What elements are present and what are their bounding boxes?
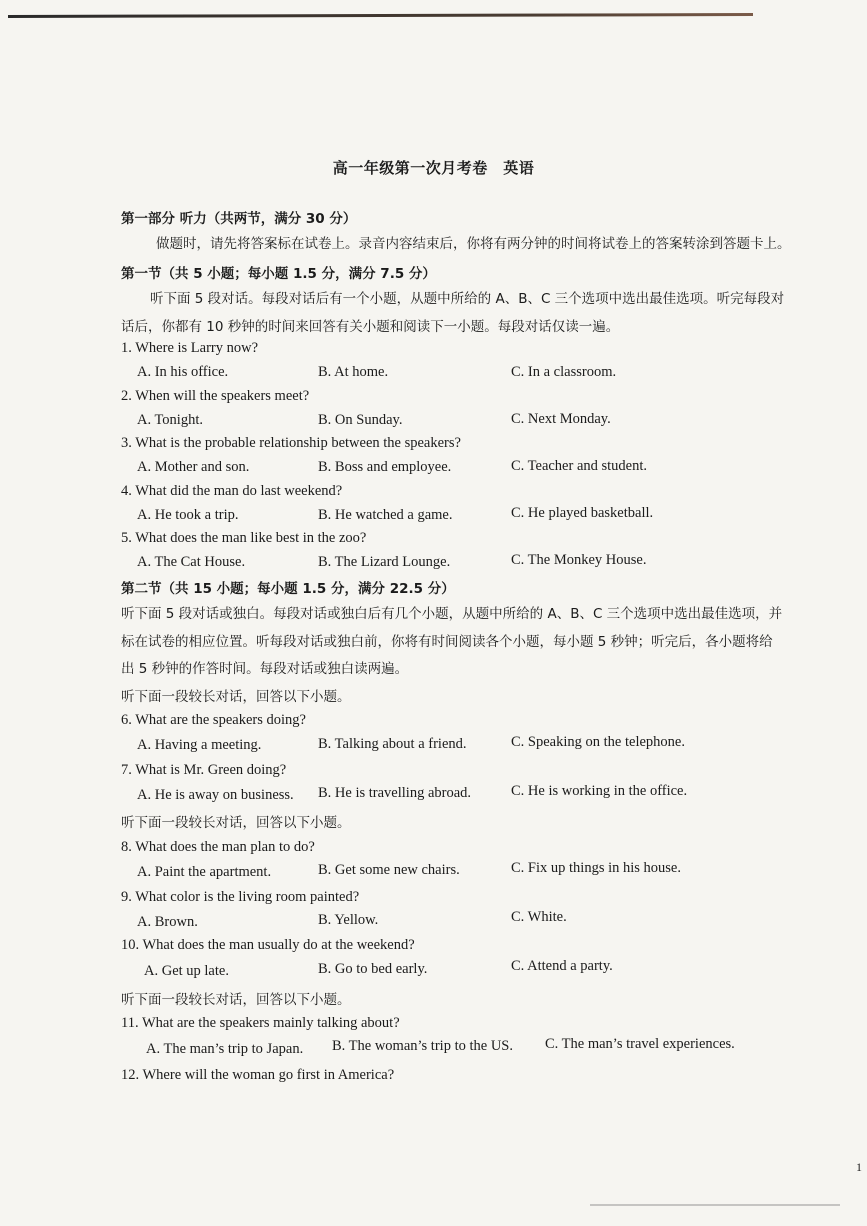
option-b: B. He is travelling abroad. bbox=[318, 785, 472, 801]
part1-heading: 第一部分 听力（共两节，满分 30 分） bbox=[121, 211, 357, 227]
question-stem: 7. What is Mr. Green doing? bbox=[121, 762, 287, 778]
option-b: B. Go to bed early. bbox=[318, 961, 428, 977]
question-stem: 11. What are the speakers mainly talking about? bbox=[121, 1015, 400, 1031]
option-b: B. The Lizard Lounge. bbox=[318, 554, 451, 570]
option-a: A. Having a meeting. bbox=[137, 737, 262, 753]
option-c: C. The man’s travel experiences. bbox=[545, 1036, 735, 1052]
question-stem: 10. What does the man usually do at the weekend? bbox=[121, 937, 415, 953]
option-a: A. He is away on business. bbox=[137, 787, 294, 803]
question-stem: 4. What did the man do last weekend? bbox=[121, 483, 343, 499]
option-a: A. Paint the apartment. bbox=[137, 864, 272, 880]
section1-instruction-line1: 听下面 5 段对话。每段对话后有一个小题，从题中所给的 A、B、C 三个选项中选出最佳选项。听完每段对 bbox=[150, 291, 785, 307]
question-stem: 6. What are the speakers doing? bbox=[121, 712, 306, 728]
option-b: B. Get some new chairs. bbox=[318, 862, 460, 878]
option-c: C. In a classroom. bbox=[511, 364, 617, 380]
long-dialog-prompt: 听下面一段较长对话，回答以下小题。 bbox=[121, 815, 351, 831]
option-c: C. Teacher and student. bbox=[511, 458, 648, 474]
top-border-line bbox=[8, 13, 753, 18]
question-stem: 8. What does the man plan to do? bbox=[121, 839, 315, 855]
option-c: C. Fix up things in his house. bbox=[511, 860, 681, 876]
option-b: B. Yellow. bbox=[318, 912, 379, 928]
question-stem: 3. What is the probable relationship between the speakers? bbox=[121, 435, 461, 451]
option-c: C. He played basketball. bbox=[511, 505, 654, 521]
option-a: A. Brown. bbox=[137, 914, 198, 930]
option-b: B. On Sunday. bbox=[318, 412, 403, 428]
option-a: A. In his office. bbox=[137, 364, 229, 380]
option-b: B. The woman’s trip to the US. bbox=[332, 1038, 513, 1054]
section1-instruction-line2: 话后，你都有 10 秒钟的时间来回答有关小题和阅读下一小题。每段对话仅读一遍。 bbox=[121, 319, 620, 335]
option-b: B. He watched a game. bbox=[318, 507, 453, 523]
option-c: C. Speaking on the telephone. bbox=[511, 734, 685, 750]
option-c: C. Attend a party. bbox=[511, 958, 613, 974]
option-b: B. Talking about a friend. bbox=[318, 736, 467, 752]
option-c: C. Next Monday. bbox=[511, 411, 611, 427]
bottom-border-line bbox=[590, 1204, 840, 1206]
option-a: A. Mother and son. bbox=[137, 459, 250, 475]
long-dialog-prompt: 听下面一段较长对话，回答以下小题。 bbox=[121, 689, 351, 705]
option-a: A. The man’s trip to Japan. bbox=[146, 1041, 304, 1057]
option-a: A. Get up late. bbox=[144, 963, 229, 979]
question-stem: 5. What does the man like best in the zoo? bbox=[121, 530, 367, 546]
long-dialog-prompt: 听下面一段较长对话，回答以下小题。 bbox=[121, 992, 351, 1008]
option-c: C. The Monkey House. bbox=[511, 552, 647, 568]
option-c: C. White. bbox=[511, 909, 567, 925]
option-c: C. He is working in the office. bbox=[511, 783, 688, 799]
part1-instruction: 做题时，请先将答案标在试卷上。录音内容结束后，你将有两分钟的时间将试卷上的答案转涂到答题卡上。 bbox=[156, 236, 791, 252]
section2-instruction-line2: 标在试卷的相应位置。听每段对话或独白前，你将有时间阅读各个小题，每小题 5 秒钟；听完后，各小题将给 bbox=[121, 634, 773, 650]
option-a: A. The Cat House. bbox=[137, 554, 246, 570]
section2-instruction-line1: 听下面 5 段对话或独白。每段对话或独白后有几个小题，从题中所给的 A、B、C 三个选项中选出最佳选项，并 bbox=[121, 606, 783, 622]
section2-instruction-line3: 出 5 秒钟的作答时间。每段对话或独白读两遍。 bbox=[121, 661, 409, 677]
question-stem: 9. What color is the living room painted? bbox=[121, 889, 360, 905]
option-a: A. Tonight. bbox=[137, 412, 203, 428]
page-number: 1 bbox=[856, 1160, 862, 1174]
page-title: 高一年级第一次月考卷 英语 bbox=[332, 159, 535, 177]
question-stem: 2. When will the speakers meet? bbox=[121, 388, 310, 404]
section1-heading: 第一节（共 5 小题；每小题 1.5 分，满分 7.5 分） bbox=[121, 266, 436, 282]
option-b: B. Boss and employee. bbox=[318, 459, 452, 475]
option-a: A. He took a trip. bbox=[137, 507, 239, 523]
question-stem: 1. Where is Larry now? bbox=[121, 340, 259, 356]
option-b: B. At home. bbox=[318, 364, 389, 380]
section2-heading: 第二节（共 15 小题；每小题 1.5 分，满分 22.5 分） bbox=[121, 581, 455, 597]
question-stem: 12. Where will the woman go first in America? bbox=[121, 1067, 395, 1083]
